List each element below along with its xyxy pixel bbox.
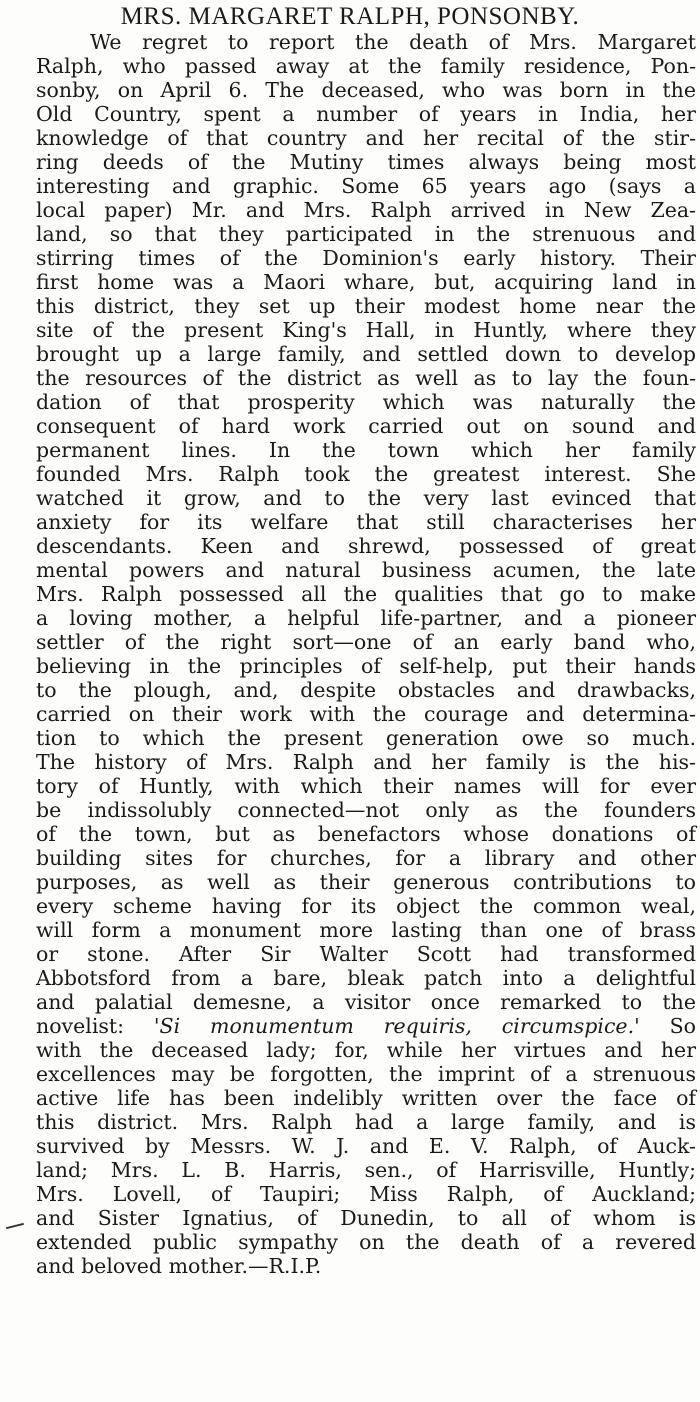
article-line: permanent lines. In the town which her family	[36, 438, 696, 462]
article-line: the resources of the district as well as to lay the foun-	[36, 366, 696, 390]
article-line: interesting and graphic. Some 65 years ago (says a	[36, 174, 696, 198]
article-line: Mrs. Lovell, of Taupiri; Miss Ralph, of Auckland;	[36, 1182, 696, 1206]
quote-follow: So	[669, 1014, 696, 1038]
article-line: believing in the principles of self-help, put their hands	[36, 654, 696, 678]
latin-quote: 'Si monumentum requiris, circumspice.'	[153, 1014, 640, 1038]
article-line: and palatial demesne, a visitor once remarked to the	[36, 990, 696, 1014]
article-line: every scheme having for its object the common weal,	[36, 894, 696, 918]
article-line: The history of Mrs. Ralph and her family is the his-	[36, 750, 696, 774]
article-line: survived by Messrs. W. J. and E. V. Ralph, of Auck-	[36, 1134, 696, 1158]
article-line-final: and beloved mother.—R.I.P.	[36, 1254, 322, 1278]
article-line: watched it grow, and to the very last evinced that	[36, 486, 696, 510]
article-line: consequent of hard work carried out on sound and	[36, 414, 696, 438]
article-line: to the plough, and, despite obstacles and drawbacks,	[36, 678, 696, 702]
article-line: stirring times of the Dominion's early history. Their	[36, 246, 696, 270]
article-line: tory of Huntly, with which their names will for ever	[36, 774, 696, 798]
article-line: be indissolubly connected—not only as the founders	[36, 798, 696, 822]
article-line: this district. Mrs. Ralph had a large family, and is	[36, 1110, 696, 1134]
article-line: Mrs. Ralph possessed all the qualities that go to make	[36, 582, 696, 606]
article-line: dation of that prosperity which was naturally the	[36, 390, 696, 414]
article-line: a loving mother, a helpful life-partner, and a pioneer	[36, 606, 696, 630]
article-line: sonby, on April 6. The deceased, who was born in the	[36, 78, 696, 102]
article-line: land, so that they participated in the strenuous and	[36, 222, 696, 246]
article-line: knowledge of that country and her recital of the stir-	[36, 126, 696, 150]
article-line: local paper) Mr. and Mrs. Ralph arrived in New Zea-	[36, 198, 696, 222]
article-line: building sites for churches, for a library and other	[36, 846, 696, 870]
article-line: tion to which the present generation owe so much.	[36, 726, 696, 750]
article-line: Abbotsford from a bare, bleak patch into a delightful	[36, 966, 696, 990]
article-line: of the town, but as benefactors whose donations of	[36, 822, 696, 846]
obituary-article	[36, 30, 696, 1278]
article-line: excellences may be forgotten, the imprint of a strenuous	[36, 1062, 696, 1086]
article-line: brought up a large family, and settled down to develop	[36, 342, 696, 366]
article-line: first home was a Maori whare, but, acquiring land in	[36, 270, 696, 294]
headline: MRS. MARGARET RALPH, PONSONBY.	[120, 3, 580, 30]
quote-lead: novelist:	[36, 1014, 125, 1038]
article-line: Old Country, spent a number of years in India, her	[36, 102, 696, 126]
article-line: with the deceased lady; for, while her virtues and her	[36, 1038, 696, 1062]
article-line: anxiety for its welfare that still characterises her	[36, 510, 696, 534]
article-line-quote	[36, 1014, 696, 1038]
article-line: this district, they set up their modest home near the	[36, 294, 696, 318]
article-line: site of the present King's Hall, in Huntly, where they	[36, 318, 696, 342]
article-line: Ralph, who passed away at the family residence, Pon-	[36, 54, 696, 78]
article-line: and Sister Ignatius, of Dunedin, to all of whom is	[36, 1206, 696, 1230]
article-line: land; Mrs. L. B. Harris, sen., of Harrisville, Huntly;	[36, 1158, 696, 1182]
article-line: or stone. After Sir Walter Scott had transformed	[36, 942, 696, 966]
article-line: active life has been indelibly written over the face of	[36, 1086, 696, 1110]
article-line: purposes, as well as their generous contributions to	[36, 870, 696, 894]
article-line: will form a monument more lasting than one of brass	[36, 918, 696, 942]
article-line: carried on their work with the courage and determina-	[36, 702, 696, 726]
article-line: extended public sympathy on the death of a revered	[36, 1230, 696, 1254]
article-line: ring deeds of the Mutiny times always being most	[36, 150, 696, 174]
article-line: settler of the right sort—one of an early band who,	[36, 630, 696, 654]
article-line: founded Mrs. Ralph took the greatest interest. She	[36, 462, 696, 486]
article-line: We regret to report the death of Mrs. Margaret	[90, 30, 696, 54]
article-line: descendants. Keen and shrewd, possessed of great	[36, 534, 696, 558]
margin-pen-mark	[6, 1223, 24, 1229]
article-line: mental powers and natural business acumen, the late	[36, 558, 696, 582]
